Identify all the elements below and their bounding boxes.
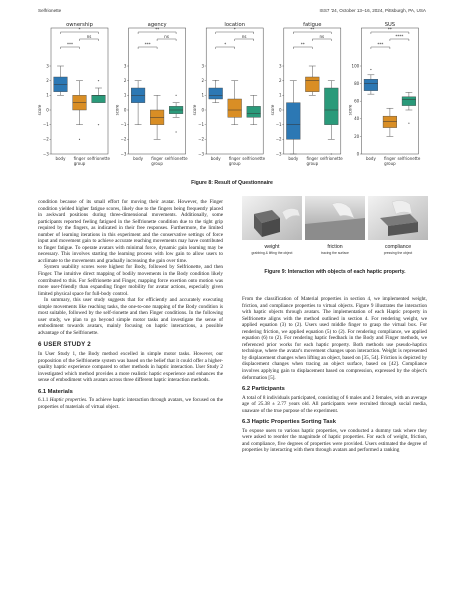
y-tick-label: −3	[275, 151, 282, 157]
y-tick-label: −3	[120, 151, 127, 157]
figure-8-caption: Figure 8: Result of Questionnaire	[191, 180, 273, 186]
y-tick-label: 1	[46, 92, 49, 98]
paragraph: condition because of its small effort for moving their avatar. However, the Finger condition yielded higher fatigue scores, likely due to the fingers being frequently placed in awkward positions during three-dimensional movements. Additionally, some participants reported feeling fatigued in the Selfrionette condition due to the tight grip required by the fingers, as indicated in their free responses. Furthermore, the limited number of learning iterations in this experiment and the conservative settings of force input and movement gain to achieve accurate reaching movements may have contributed to finger fatigue. To operate avatars with minimal force, dynamic gain learning may be necessary. This involves starting the learning process with low gain to allow users to acclimate to the movements and gradually increasing the gain over time.	[38, 199, 223, 264]
significance-label: ***	[67, 42, 73, 48]
box-body	[286, 103, 300, 140]
left-column	[38, 199, 223, 410]
weight-sublabel: grabbing & lifting the object	[251, 251, 293, 255]
subsection-heading: 6.1 Materials	[38, 388, 73, 395]
running-header-right: ISS7 '24, October 13–16, 2024, Pittsburgh, PA, USA	[319, 8, 426, 13]
outlier-point	[331, 153, 332, 154]
y-tick-label: 0	[201, 107, 204, 113]
y-axis-label: score	[269, 104, 275, 116]
y-axis-label: score	[37, 104, 42, 116]
box-selfrionette	[247, 106, 261, 117]
box-finger	[228, 99, 242, 117]
weight-panel-image	[242, 196, 302, 240]
y-tick-label: −2	[42, 136, 49, 142]
y-tick-label: −1	[42, 122, 49, 128]
y-tick-label: 0	[356, 151, 360, 157]
significance-label: *	[233, 27, 236, 33]
y-axis-label: score	[347, 104, 353, 116]
friction-panel-image	[305, 196, 365, 240]
panel-title: agency	[147, 22, 167, 28]
significance-bracket	[138, 32, 176, 34]
outlier-point	[370, 69, 371, 70]
x-tick-label: finger	[151, 156, 163, 161]
y-tick-label: −1	[198, 122, 204, 128]
significance-bracket	[61, 47, 80, 49]
y-tick-label: −1	[275, 122, 282, 128]
significance-bracket	[371, 47, 390, 49]
x-tick-label: selfrionette	[319, 156, 343, 161]
x-tick-label: body	[133, 156, 144, 161]
significance-label: *	[78, 27, 81, 33]
significance-bracket	[216, 47, 235, 49]
x-axis-label: group	[73, 161, 86, 166]
y-axis-label: score	[192, 104, 198, 116]
significance-bracket	[293, 47, 312, 49]
figure-9-caption: Figure 9: Interaction with objects of each haptic property.	[264, 269, 406, 275]
haptic-interaction-illustrations	[242, 196, 428, 262]
x-axis-label: group	[151, 161, 163, 166]
panel-title: ownership	[66, 22, 93, 28]
subsubsection-title: Haptic properties.	[49, 397, 88, 404]
x-axis-label: group	[306, 161, 319, 166]
y-tick-label: 0	[123, 107, 127, 113]
paragraph: From the classification of Material properties in section 4, we implemented weight, friction, and compliance properties to virtual objects. Figure 9 illustrates the interaction with haptic objects through avatars. The implementation of each Haptic property in Selfrionette aligns with the method outlined in section 4. For rendering weight, we applied equation (3) to (2). Users used middle finger to grasp the virtual box. For rendering friction, we applied equation (5) to (2). For rendering compliance, we applied equation (6) to (2). For rendering haptic feedback in the Body and Finger methods, we referenced prior works for each haptic property. Both methods use pseudo-haptics technique, where the avatar's movement changes upon interaction. Weight is represented by displacement changes when lifting an object, based on [35, 54]. Friction is depicted by displacement changes when tracing an object surface, based on [42]. Compliance involves applying gain to displacement based on compression, expressed by the object's deformation [5].	[242, 296, 427, 381]
boxplot-panel-sus	[347, 22, 420, 166]
outlier-point	[176, 131, 177, 132]
paragraph: In summary, this user study suggests that for efficiently and accurately executing simple movements like reaching tasks, the one-to-one mapping of the Body condition is most suitable, followed by the self-rionette and then Finger conditions. In the following user study, we plan to go beyond simple motor tasks and investigate the sense of embodiment towards avatars, mainly focusing on haptic interactions, a possible advantage of the Selfrionette.	[38, 297, 223, 336]
questionnaire-boxplots	[38, 18, 426, 174]
figure-9	[242, 196, 428, 262]
boxplot-panel-location	[192, 22, 265, 166]
significance-bracket	[157, 39, 176, 41]
paragraph	[38, 397, 223, 410]
x-tick-label: selfrionette	[397, 156, 421, 161]
outlier-point	[176, 95, 177, 96]
friction-label: friction	[327, 244, 343, 250]
y-axis-label: score	[114, 104, 120, 116]
significance-bracket	[390, 39, 409, 41]
paragraph: To expose users to various haptic properties, we conducted a dummy task where they were asked to reorder the magnitude of haptic properties. For each of weight, friction, and compliance, five degrees of properties were provided. Users estimated the degree of properties by interacting with them through avatars and performed a ranking	[242, 427, 427, 454]
outlier-point	[79, 139, 80, 140]
box-body	[364, 79, 378, 90]
y-tick-label: −3	[198, 151, 204, 157]
subsubsection-number: 6.1.1	[38, 397, 50, 404]
boxplot-panel-fatigue	[270, 22, 343, 166]
x-tick-label: body	[55, 156, 66, 161]
y-tick-label: 1	[279, 92, 282, 98]
y-tick-label: 60	[354, 98, 360, 104]
y-tick-label: 100	[351, 63, 360, 69]
y-tick-label: −2	[275, 136, 282, 142]
paragraph: In User Study 1, the Body method excelled in simple motor tasks. However, our proposition of the Selfrionette system was based on the belief that it could offer a higher-quality haptic experience compared to other methods in haptic interaction. User Study 2 investigated which method provides a more realistic haptic experience and enhances the sense of embodiment with avatars across three different haptic interaction methods.	[38, 351, 223, 384]
significance-bracket	[138, 47, 157, 49]
compliance-sublabel: pressing the object	[383, 251, 413, 255]
outlier-point	[408, 123, 409, 124]
x-tick-label: finger	[306, 156, 319, 161]
y-tick-label: 2	[123, 78, 127, 84]
significance-bracket	[293, 32, 331, 34]
y-tick-label: 20	[354, 133, 360, 139]
x-axis-label: group	[228, 161, 241, 166]
significance-bracket	[235, 39, 254, 41]
panel-title: location	[224, 22, 245, 28]
significance-label: **	[300, 42, 305, 48]
x-axis-label: group	[384, 161, 396, 166]
x-tick-label: selfrionette	[87, 156, 110, 161]
significance-bracket	[216, 32, 254, 34]
significance-label: **	[310, 27, 315, 33]
significance-label: ***	[377, 42, 384, 48]
y-tick-label: 3	[46, 63, 49, 69]
friction-sublabel: tracing the surface	[321, 251, 349, 255]
compliance-panel-image	[368, 196, 428, 240]
panel-title: SUS	[384, 22, 396, 28]
outlier-point	[98, 124, 99, 125]
boxplot-panel-ownership	[37, 22, 110, 166]
significance-label: ****	[395, 34, 404, 40]
significance-label: ns	[241, 34, 247, 40]
y-tick-label: 0	[279, 107, 282, 113]
y-tick-label: −3	[42, 151, 49, 157]
significance-bracket	[61, 32, 99, 34]
section-heading: 6 USER STUDY 2	[38, 341, 91, 349]
significance-label: ns	[164, 34, 169, 40]
figure-8	[38, 18, 426, 174]
subsection-heading: 6.3 Haptic Properties Sorting Task	[242, 419, 336, 426]
significance-label: ns	[319, 34, 325, 40]
y-tick-label: 2	[279, 78, 282, 84]
significance-label: ***	[144, 42, 151, 48]
box-body	[209, 88, 223, 99]
box-selfrionette	[92, 95, 106, 102]
y-tick-label: 2	[201, 78, 204, 84]
outlier-point	[215, 80, 216, 81]
outlier-point	[98, 80, 99, 81]
significance-bracket	[80, 39, 99, 41]
significance-label: **	[155, 27, 160, 33]
y-tick-label: −1	[120, 122, 127, 128]
y-tick-label: −2	[120, 136, 127, 142]
y-tick-label: 40	[354, 116, 360, 122]
box-finger	[383, 116, 397, 127]
x-tick-label: selfrionette	[164, 156, 188, 161]
boxplot-panel-agency	[115, 22, 188, 166]
paragraph-text: To achieve haptic interaction through avatars, we focused on the properties of materials of virtual object.	[38, 397, 223, 410]
box-selfrionette	[402, 97, 416, 106]
y-tick-label: 1	[123, 92, 127, 98]
significance-label: *	[224, 42, 227, 48]
significance-label: **	[387, 27, 392, 33]
subsection-heading: 6.2 Participants	[242, 386, 285, 393]
box-finger	[305, 77, 319, 92]
x-tick-label: body	[210, 156, 221, 161]
x-tick-label: selfrionette	[242, 156, 266, 161]
significance-bracket	[312, 39, 331, 41]
x-tick-label: body	[365, 156, 376, 161]
y-tick-label: 2	[46, 78, 49, 84]
panel-title: fatigue	[303, 22, 322, 28]
y-tick-label: 3	[279, 63, 282, 69]
significance-label: ns	[86, 34, 92, 40]
x-tick-label: finger	[228, 156, 241, 161]
right-column	[242, 296, 427, 454]
y-tick-label: −2	[198, 136, 204, 142]
y-tick-label: 1	[201, 92, 204, 98]
y-tick-label: 3	[201, 63, 204, 69]
compliance-label: compliance	[384, 244, 412, 250]
x-tick-label: body	[288, 156, 299, 161]
box-selfrionette	[324, 88, 338, 125]
y-tick-label: 3	[123, 63, 127, 69]
y-tick-label: 0	[46, 107, 49, 113]
paragraph: A total of 8 individuals participated, consisting of 6 males and 2 females, with an average age of 25.38 ± 2.77 years old. All participants were recruited through social media, unaware of the true purpose of the experiment.	[242, 394, 427, 414]
paragraph: System usability scores were highest for Body, followed by Selfrionette, and then Finger. The intuitive direct mapping of bodily movements in the Body condition likely contributed to this. For Selfrionette and Finger, mapping force exertion onto motion was more user-friendly than expanding finger mobility for avatar actions, especially given limited physical space for full-body control.	[38, 264, 223, 297]
running-header-left: Selfrionette	[38, 8, 62, 13]
x-tick-label: finger	[384, 156, 396, 161]
x-tick-label: finger	[73, 156, 86, 161]
weight-label: weight	[264, 244, 280, 250]
y-tick-label: 80	[354, 81, 360, 86]
